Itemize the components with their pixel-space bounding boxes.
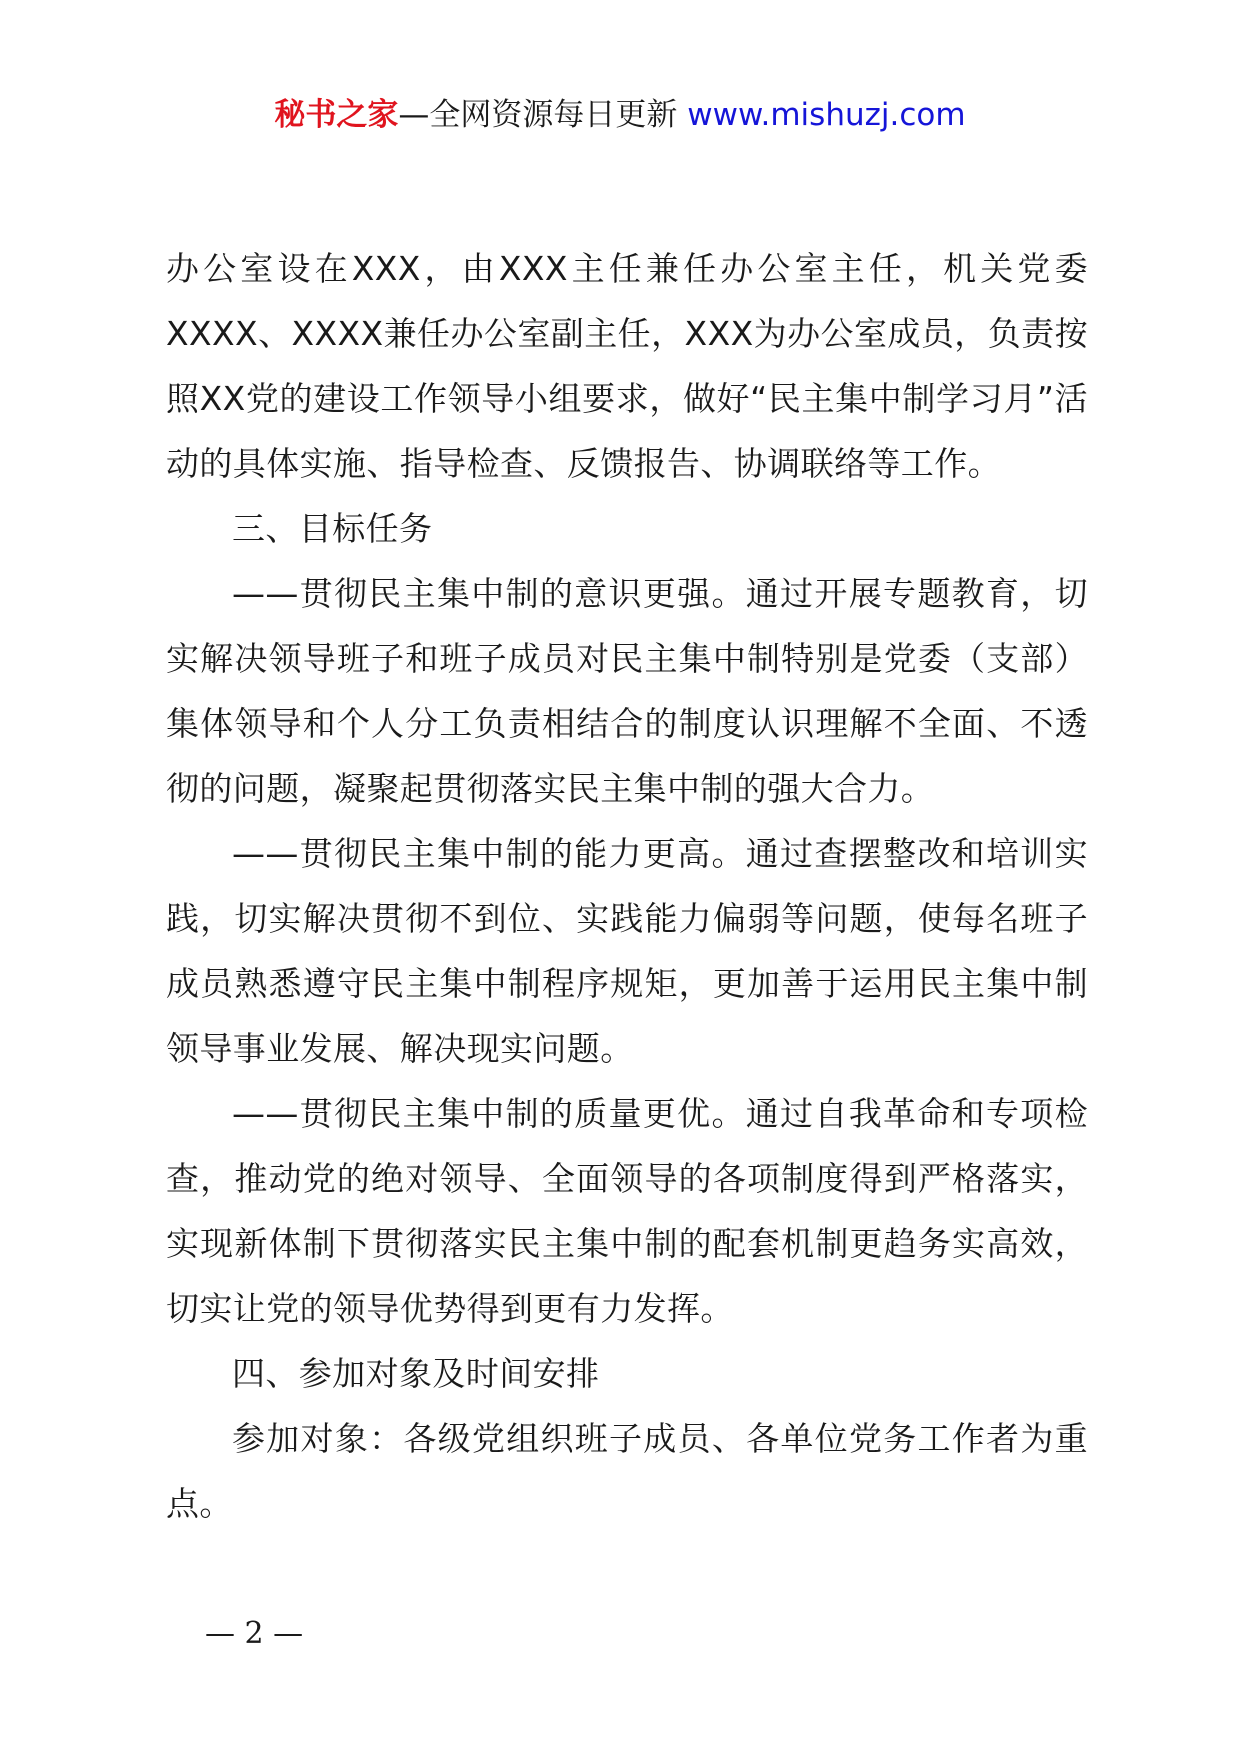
section-heading-goals: 三、目标任务 — [232, 509, 433, 548]
document-body — [166, 236, 1088, 1536]
page-number: — 2 — — [205, 1616, 304, 1651]
brand-name: 秘书之家 — [274, 97, 399, 133]
paragraph-goal-quality: ——贯彻民主集中制的质量更优。通过自我革命和专项检查，推动党的绝对领导、全面领导的各项制度得到严格落实，实现新体制下贯彻落实民主集中制的配套机制更趋务实高效，切实让党的领导优势得到更有力发挥。 — [166, 1094, 1088, 1328]
paragraph-participants: 参加对象：各级党组织班子成员、各单位党务工作者为重点。 — [166, 1419, 1088, 1523]
page-header — [0, 95, 1240, 135]
paragraph-goal-awareness: ——贯彻民主集中制的意识更强。通过开展专题教育，切实解决领导班子和班子成员对民主集中制特别是党委（支部）集体领导和个人分工负责相结合的制度认识理解不全面、不透彻的问题，凝聚起贯彻落实民主集中制的强大合力。 — [166, 574, 1088, 808]
header-tagline: —全网资源每日更新 — [398, 97, 688, 133]
section-heading-participants: 四、参加对象及时间安排 — [232, 1354, 600, 1393]
site-url[interactable]: www.mishuzj.com — [687, 97, 966, 133]
paragraph-office: 办公室设在XXX，由XXX主任兼任办公室主任，机关党委XXXX、XXXX兼任办公室副主任，XXX为办公室成员，负责按照XX党的建设工作领导小组要求，做好“民主集中制学习月”活动的具体实施、指导检查、反馈报告、协调联络等工作。 — [166, 249, 1088, 483]
paragraph-goal-ability: ——贯彻民主集中制的能力更高。通过查摆整改和培训实践，切实解决贯彻不到位、实践能力偏弱等问题，使每名班子成员熟悉遵守民主集中制程序规矩，更加善于运用民主集中制领导事业发展、解决现实问题。 — [166, 834, 1088, 1068]
